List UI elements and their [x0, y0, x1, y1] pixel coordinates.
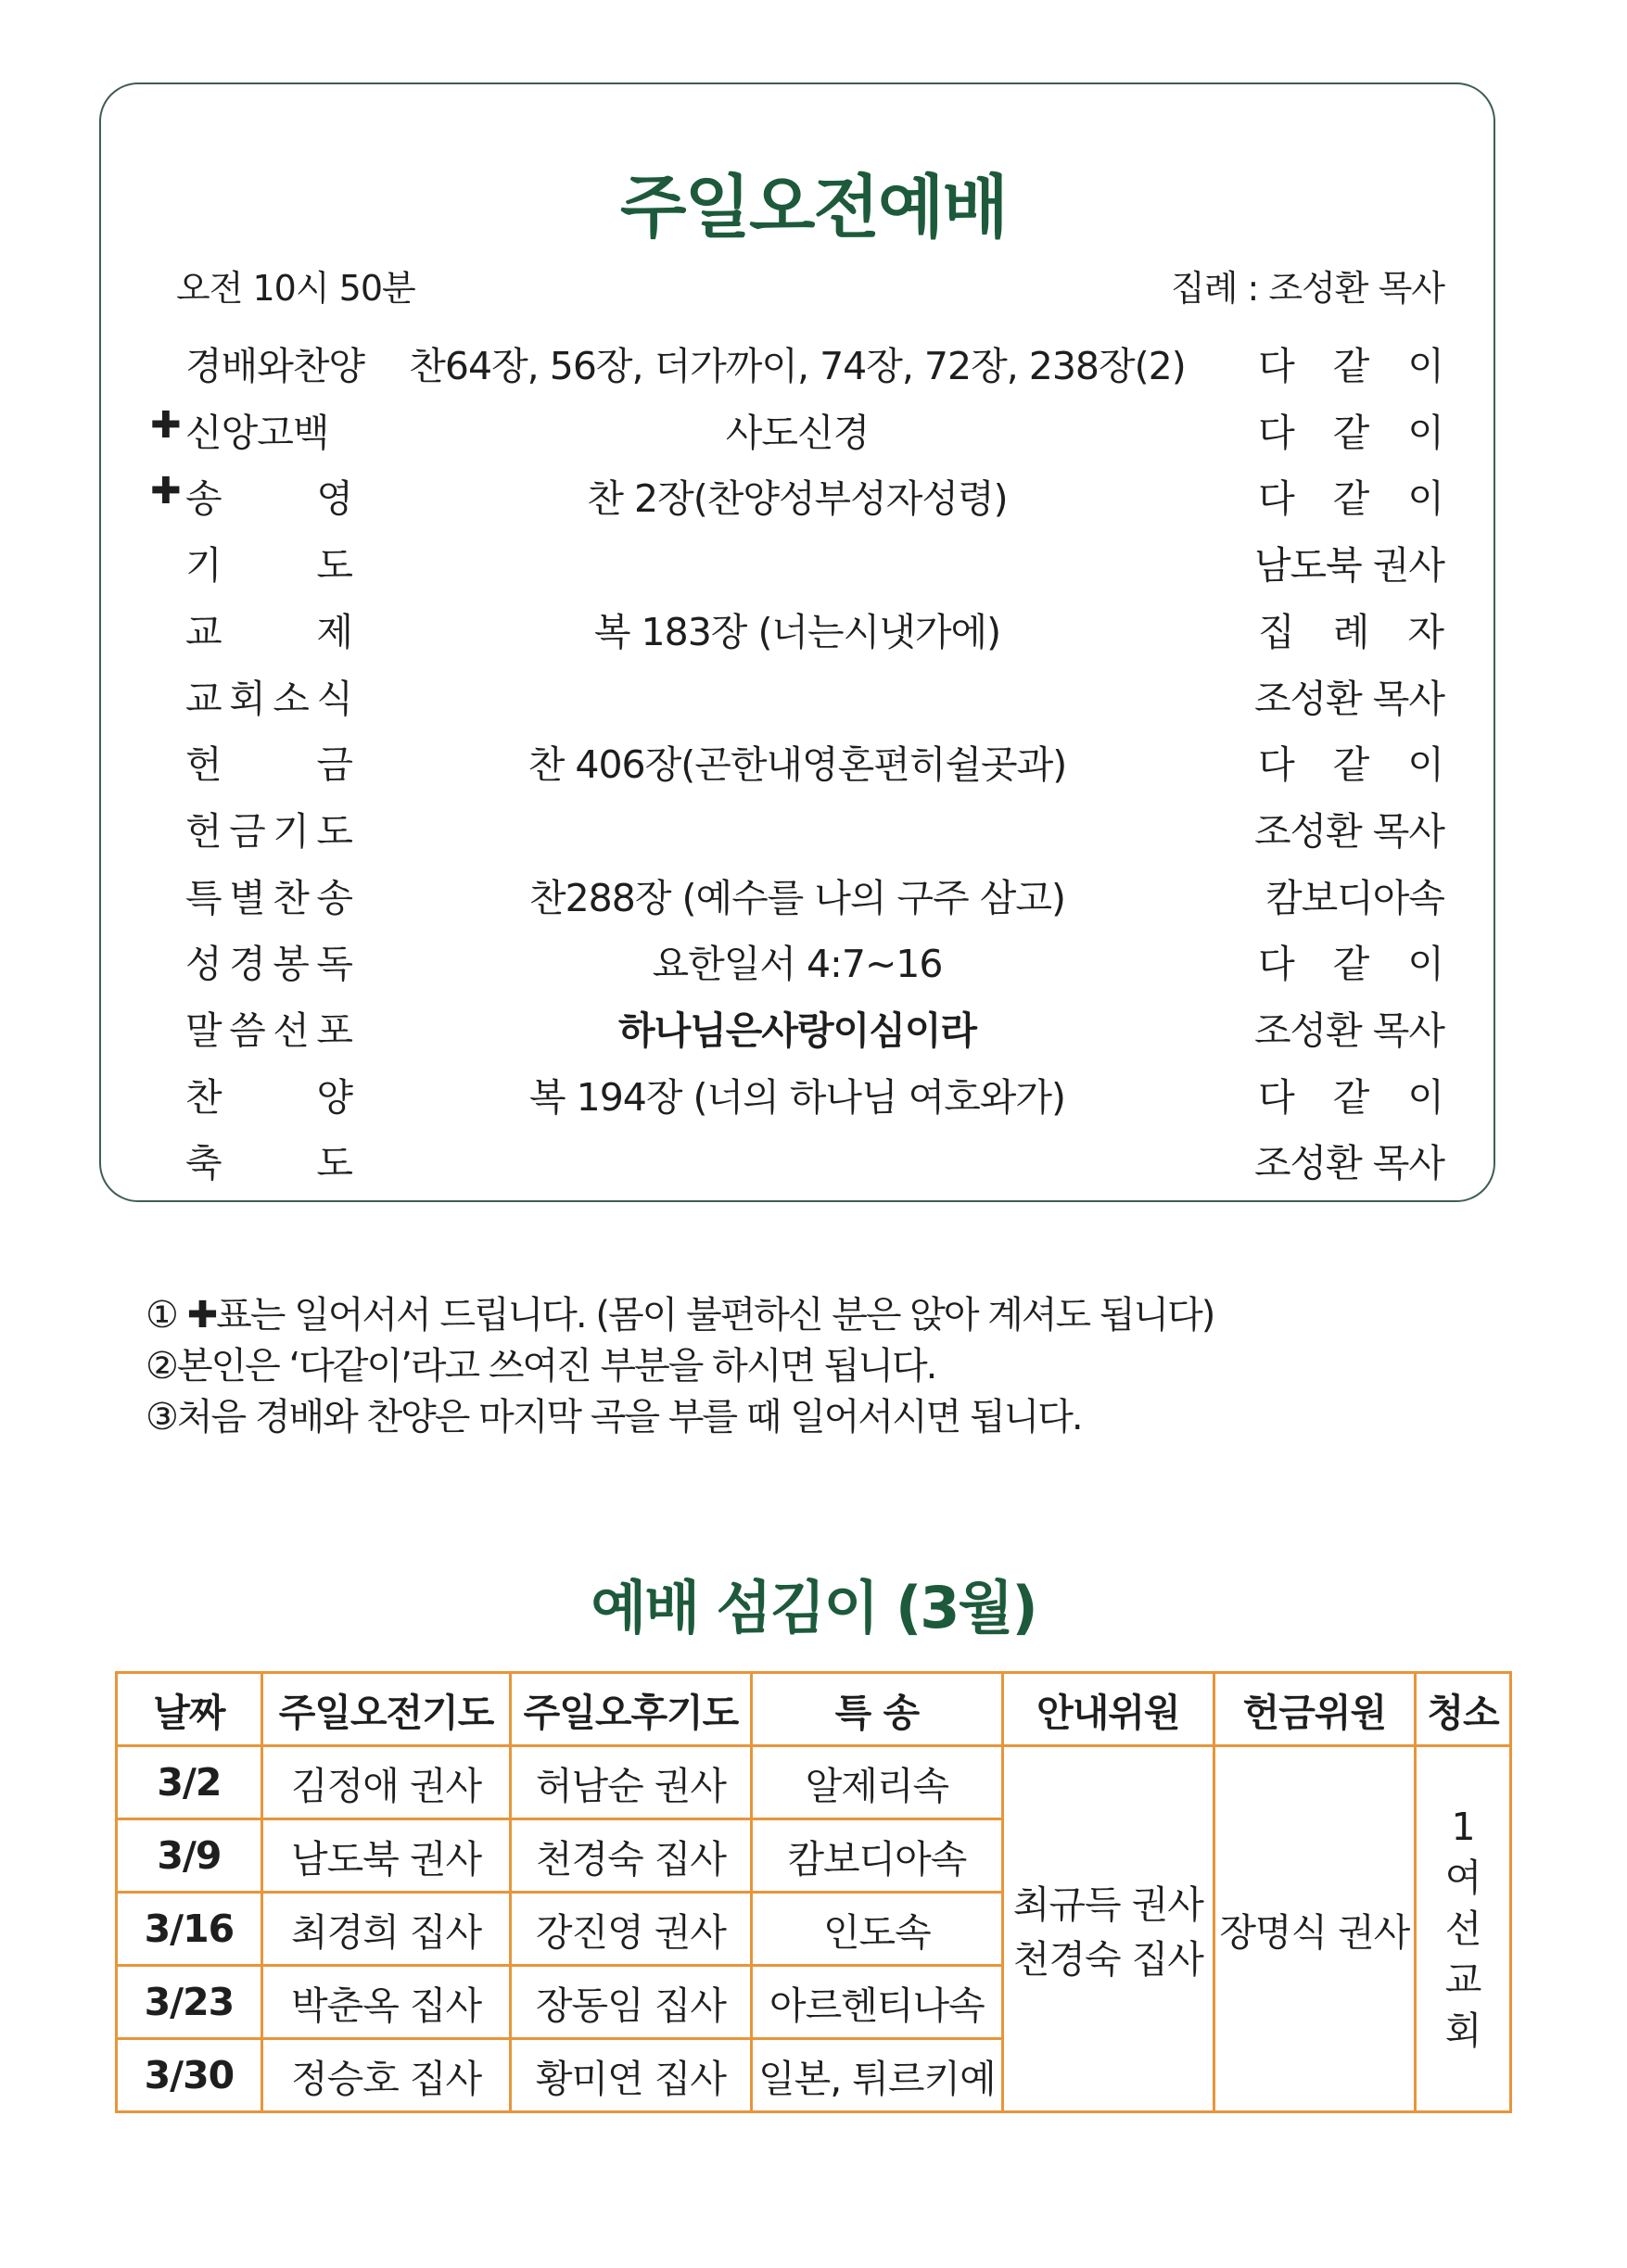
- service-item-content: 찬288장 (예수를 나의 구주 삼고): [528, 875, 1066, 920]
- service-item-row: [0, 933, 1627, 985]
- service-item-row: [0, 668, 1627, 720]
- service-item-label: [185, 868, 352, 922]
- header-offering: 헌금위원: [1214, 1673, 1416, 1746]
- date-cell: 3/2: [117, 1746, 262, 1819]
- label-char: 양: [316, 1074, 352, 1120]
- service-item-content: 하나님은사랑이심이라: [617, 1008, 977, 1053]
- special-song-cell: 알제리속: [751, 1746, 1002, 1819]
- service-item-person: 조성환 목사: [1253, 676, 1444, 721]
- label-char: 헌: [185, 742, 222, 788]
- service-item-label: [185, 734, 352, 789]
- service-item-person: 조성환 목사: [1253, 1008, 1444, 1053]
- notes: [146, 1290, 1214, 1443]
- label-char: 기: [273, 808, 309, 854]
- duty-table: [115, 1671, 1512, 2113]
- cross-icon: ✚: [150, 470, 181, 513]
- service-item-row: [0, 1133, 1627, 1185]
- service-item-label: [185, 402, 352, 457]
- label-char: 독: [316, 942, 352, 987]
- date-cell: 3/30: [117, 2039, 262, 2112]
- label-char: 별: [229, 875, 265, 920]
- service-item-person: 다 같 이: [1258, 942, 1457, 987]
- label-char: 포: [316, 1008, 352, 1053]
- service-item-content: 복 183장 (너는시냇가에): [593, 609, 1001, 654]
- label-char: 특: [185, 875, 222, 920]
- table-header-row: [117, 1673, 1511, 1746]
- service-item-label: [185, 1133, 352, 1187]
- label-char: 식: [316, 676, 352, 721]
- cross-icon: ✚: [150, 403, 181, 447]
- usher-1: 최규득 권사: [1012, 1882, 1203, 1927]
- label-char: 송: [316, 875, 352, 920]
- am-prayer-cell: 최경희 집사: [261, 1893, 510, 1966]
- usher-2: 천경숙 집사: [1012, 1937, 1203, 1982]
- label-char: 도: [316, 543, 352, 589]
- service-item-person: 캄보디아속: [1265, 875, 1444, 920]
- service-item-row: [0, 1000, 1627, 1052]
- label-char: 헌: [185, 808, 222, 854]
- header-pm-prayer: 주일오후기도: [511, 1673, 751, 1746]
- label-char: 도: [316, 808, 352, 854]
- service-item-person: 남도북 권사: [1253, 543, 1444, 589]
- service-item-person: 조성환 목사: [1253, 808, 1444, 854]
- service-item-person: 다 같 이: [1258, 344, 1457, 388]
- cleaning-text: 1여선교회: [1444, 1804, 1481, 2053]
- label-char: 금: [229, 808, 265, 854]
- header-am-prayer: 주일오전기도: [261, 1673, 510, 1746]
- special-song-cell: 인도속: [751, 1893, 1002, 1966]
- label-char: 도: [316, 1141, 352, 1186]
- label-char: 축: [185, 1141, 222, 1186]
- header-special-song: 특 송: [751, 1673, 1002, 1746]
- service-item-row: [0, 1067, 1627, 1119]
- service-item-person: 다 같 이: [1258, 742, 1457, 788]
- label-char: 말: [185, 1008, 222, 1053]
- pm-prayer-cell: 천경숙 집사: [511, 1819, 751, 1893]
- service-item-content: 사도신경: [725, 410, 870, 455]
- service-item-row: [0, 602, 1627, 653]
- label-char: 기: [185, 543, 222, 589]
- label-char: 성: [185, 942, 222, 987]
- am-prayer-cell: 정승호 집사: [261, 2039, 510, 2112]
- special-song-cell: 캄보디아속: [751, 1819, 1002, 1893]
- service-item-label: [185, 1067, 352, 1121]
- service-item-content: 요한일서 4:7~16: [652, 942, 943, 987]
- date-cell: 3/9: [117, 1819, 262, 1893]
- service-item-row: [0, 468, 1627, 520]
- label-char: 선: [273, 1008, 309, 1053]
- service-item-row: [0, 868, 1627, 919]
- am-prayer-cell: 김정애 권사: [261, 1746, 510, 1819]
- service-item-label: [185, 602, 352, 656]
- duty-title: 예배 섬김이 (3월): [591, 1574, 1036, 1641]
- pm-prayer-cell: 황미연 집사: [511, 2039, 751, 2112]
- service-item-content: 찬 406장(곤한내영혼편히쉴곳과): [528, 742, 1067, 788]
- service-item-content: 찬64장, 56장, 더가까이, 74장, 72장, 238장(2): [409, 344, 1186, 388]
- service-item-person: 다 같 이: [1258, 1074, 1457, 1120]
- label-char: 경: [229, 942, 265, 987]
- service-item-label: [185, 1000, 352, 1055]
- service-item-label: [185, 933, 352, 988]
- date-cell: 3/16: [117, 1893, 262, 1966]
- label-char: 송: [185, 476, 222, 522]
- service-item-label: [185, 801, 352, 855]
- service-item-person: 다 같 이: [1258, 476, 1457, 522]
- header-date: 날짜: [117, 1673, 262, 1746]
- service-item-label: [185, 336, 365, 390]
- label-char: 소: [273, 676, 309, 721]
- pm-prayer-cell: 강진영 권사: [511, 1893, 751, 1966]
- header-cleaning: 청소: [1416, 1673, 1511, 1746]
- label-char: 교: [185, 676, 222, 721]
- label-char: 교: [185, 609, 222, 654]
- service-item-row: [0, 336, 1627, 387]
- service-item-person: 조성환 목사: [1253, 1141, 1444, 1186]
- service-item-row: [0, 535, 1627, 587]
- label-char: 경배와찬양: [185, 344, 365, 388]
- service-item-content: 찬 2장(찬양성부성자성령): [587, 476, 1008, 522]
- service-item-person: 다 같 이: [1258, 410, 1457, 455]
- label-char: 신앙고백: [185, 410, 329, 455]
- label-char: 회: [229, 676, 265, 721]
- service-item-label: [185, 468, 352, 523]
- pm-prayer-cell: 허남순 권사: [511, 1746, 751, 1819]
- label-char: 찬: [185, 1074, 222, 1120]
- service-item-label: [185, 535, 352, 589]
- label-char: 봉: [273, 942, 309, 987]
- label-char: 영: [316, 476, 352, 522]
- pm-prayer-cell: 장동임 집사: [511, 1966, 751, 2039]
- label-char: 찬: [273, 875, 309, 920]
- note-1: ① ✚표는 일어서서 드립니다. (몸이 불편하신 분은 앉아 계셔도 됩니다): [146, 1294, 1214, 1337]
- service-item-content: 복 194장 (너의 하나님 여호와가): [528, 1074, 1066, 1120]
- cleaning-cell: [1416, 1746, 1511, 2112]
- special-song-cell: 아르헨티나속: [751, 1966, 1002, 2039]
- table-row: [117, 1746, 1511, 1819]
- note-3: ③처음 경배와 찬양은 마지막 곡을 부를 때 일어서시면 됩니다.: [146, 1396, 1082, 1438]
- note-2: ②본인은 ‘다같이’라고 쓰여진 부분을 하시면 됩니다.: [146, 1345, 936, 1387]
- special-song-cell: 일본, 튀르키예: [751, 2039, 1002, 2112]
- label-char: 제: [316, 609, 352, 654]
- label-char: 금: [316, 742, 352, 788]
- ushers-cell: [1003, 1746, 1214, 2112]
- am-prayer-cell: 남도북 권사: [261, 1819, 510, 1893]
- service-title: 주일오전예배: [620, 168, 1007, 247]
- offering-cell: 장명식 권사: [1214, 1746, 1416, 2112]
- service-item-row: [0, 801, 1627, 853]
- service-item-row: [0, 402, 1627, 454]
- service-item-label: [185, 668, 352, 723]
- am-prayer-cell: 박춘옥 집사: [261, 1966, 510, 2039]
- service-time: 오전 10시 50분: [176, 268, 415, 309]
- service-item-row: [0, 734, 1627, 786]
- presider: 집례 : 조성환 목사: [1171, 268, 1444, 309]
- header-ushers: 안내위원: [1003, 1673, 1214, 1746]
- label-char: 씀: [229, 1008, 265, 1053]
- service-item-person: 집 례 자: [1258, 609, 1457, 654]
- date-cell: 3/23: [117, 1966, 262, 2039]
